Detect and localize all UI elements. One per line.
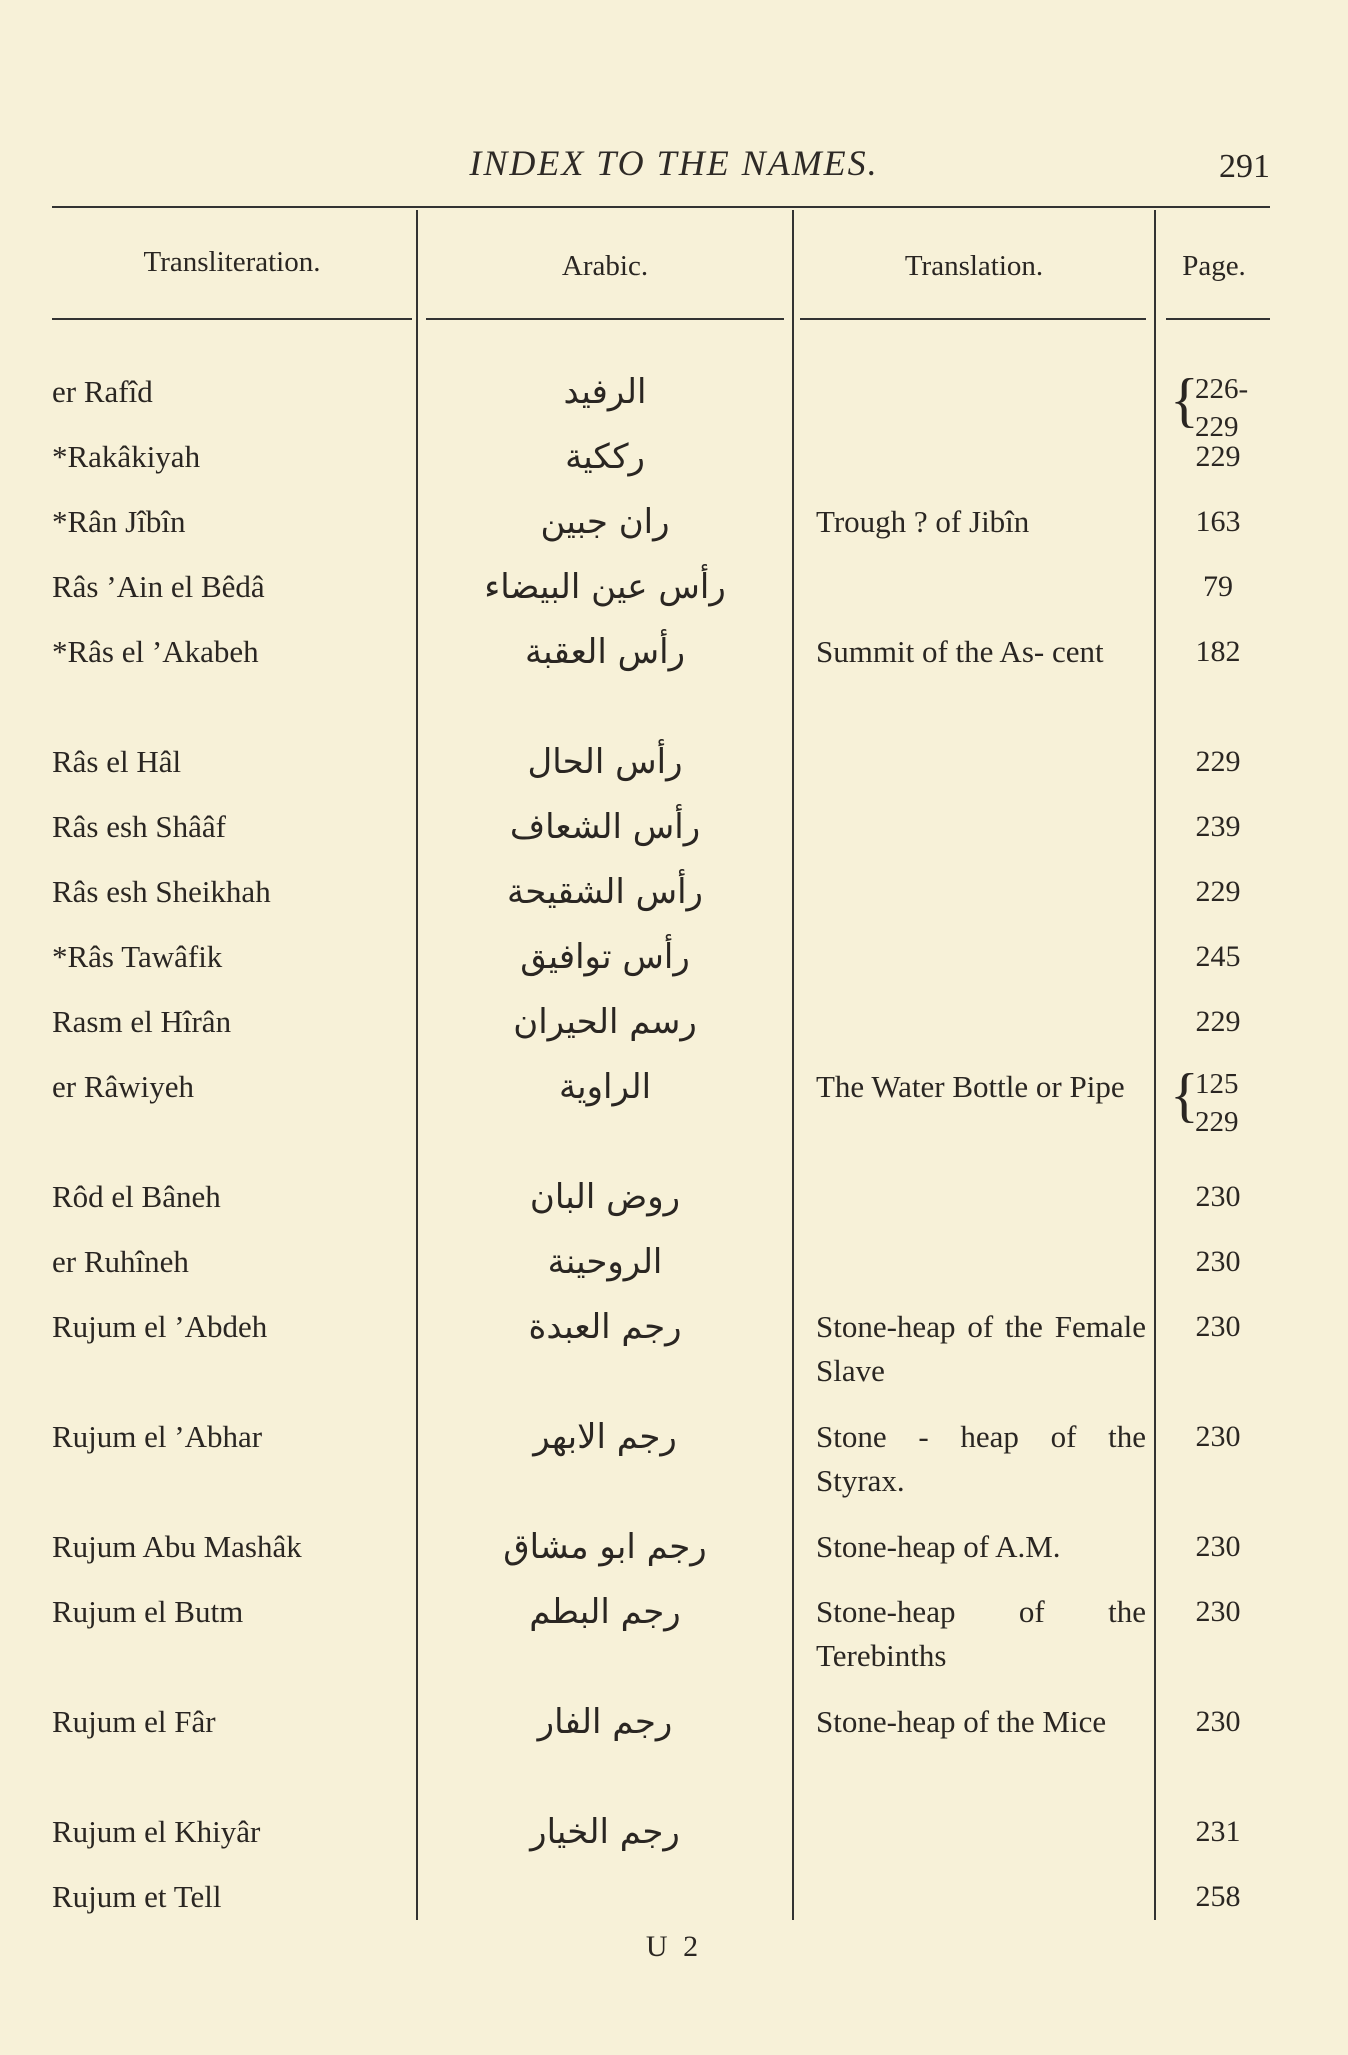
column-header-arabic: Arabic. xyxy=(561,250,649,282)
header-rule xyxy=(52,318,412,320)
arabic-cell: رأس العقبة xyxy=(524,632,686,672)
translation-cell: Stone-heap of the Mice xyxy=(816,1704,1107,1739)
arabic-cell: رجم ابو مشاق xyxy=(503,1527,707,1567)
column-divider xyxy=(416,210,418,1920)
page-range-value: 229 xyxy=(1195,411,1239,443)
arabic-cell: رأس توافيق xyxy=(520,937,690,977)
column-header-transliteration: Transliteration. xyxy=(143,246,321,278)
transliteration-cell: Râs esh Sheikhah xyxy=(52,874,271,909)
page-cell: 230 xyxy=(1195,1420,1241,1453)
page-cell: 230 xyxy=(1195,1705,1241,1738)
page-header-title: INDEX TO THE NAMES. xyxy=(469,143,879,183)
column-header-page: Page. xyxy=(1182,250,1246,282)
page-cell: 245 xyxy=(1195,940,1241,973)
transliteration-cell: Rujum el ’Abdeh xyxy=(52,1309,268,1344)
transliteration-cell: *Râs el ’Akabeh xyxy=(52,634,259,669)
page-range-value: 229 xyxy=(1195,1106,1239,1138)
arabic-cell: رجم الفار xyxy=(537,1702,673,1742)
column-divider xyxy=(1154,210,1156,1920)
transliteration-cell: *Rakâkiyah xyxy=(52,439,201,474)
transliteration-cell: Rujum el Khiyâr xyxy=(52,1814,261,1849)
arabic-cell: رجم الخيار xyxy=(530,1812,680,1852)
column-divider xyxy=(792,210,794,1920)
arabic-cell: الراوية xyxy=(558,1067,652,1107)
translation-cell: Stone-heap of the Female Slave xyxy=(816,1309,1146,1388)
page-cell: 230 xyxy=(1195,1595,1241,1628)
transliteration-cell: Rôd el Bâneh xyxy=(52,1179,221,1214)
transliteration-cell: er Râwiyeh xyxy=(52,1069,195,1104)
transliteration-cell: Râs el Hâl xyxy=(52,744,182,779)
arabic-cell: روض البان xyxy=(529,1177,681,1217)
translation-cell: The Water Bottle or Pipe xyxy=(816,1069,1125,1104)
page-cell: 230 xyxy=(1195,1530,1241,1563)
transliteration-cell: Rujum et Tell xyxy=(52,1879,222,1914)
page-cell: 229 xyxy=(1195,1005,1241,1038)
arabic-cell: رجم البطم xyxy=(529,1592,681,1632)
transliteration-cell: Râs esh Shââf xyxy=(52,809,226,844)
header-rule xyxy=(800,318,1146,320)
top-rule xyxy=(52,206,1270,208)
transliteration-cell: Rujum el ’Abhar xyxy=(52,1419,263,1454)
transliteration-cell: Râs ’Ain el Bêdâ xyxy=(52,569,265,604)
page-range-value: 125 xyxy=(1195,1068,1239,1100)
column-header-translation: Translation. xyxy=(904,250,1044,282)
page-cell: 231 xyxy=(1195,1815,1241,1848)
transliteration-cell: er Ruhîneh xyxy=(52,1244,189,1279)
page-cell: 182 xyxy=(1195,635,1241,668)
arabic-cell: رجم الابهر xyxy=(533,1417,677,1457)
transliteration-cell: Rasm el Hîrân xyxy=(52,1004,232,1039)
transliteration-cell: Rujum el Fâr xyxy=(52,1704,216,1739)
arabic-cell: رأس الشعاف xyxy=(509,807,701,847)
arabic-cell: الروحينة xyxy=(547,1242,663,1282)
arabic-cell: رأس الحال xyxy=(527,742,683,782)
translation-cell: Summit of the As- cent xyxy=(816,634,1104,669)
brace-mark: { xyxy=(1170,367,1199,433)
transliteration-cell: Rujum Abu Mashâk xyxy=(52,1529,302,1564)
arabic-cell: ران جبين xyxy=(540,502,670,542)
transliteration-cell: *Râs Tawâfik xyxy=(52,939,223,974)
page-cell: 229 xyxy=(1195,875,1241,908)
page-cell: 230 xyxy=(1195,1245,1241,1278)
page-cell: 230 xyxy=(1195,1180,1241,1213)
page-range-value: 226- xyxy=(1195,373,1249,405)
page-number: 291 xyxy=(1219,148,1270,185)
page-cell: 229 xyxy=(1195,440,1241,473)
arabic-cell: رجم العبدة xyxy=(528,1307,682,1347)
brace-mark: { xyxy=(1170,1062,1199,1128)
page-cell: 258 xyxy=(1195,1880,1241,1913)
header-rule xyxy=(1166,318,1270,320)
transliteration-cell: Rujum el Butm xyxy=(52,1594,244,1629)
translation-cell: Trough ? of Jibîn xyxy=(816,504,1030,539)
page-cell: 230 xyxy=(1195,1310,1241,1343)
page-cell: 239 xyxy=(1195,810,1241,843)
arabic-cell: الرفيد xyxy=(563,372,647,412)
translation-cell: Stone - heap of the Styrax. xyxy=(816,1419,1146,1498)
arabic-cell: رككية xyxy=(565,437,645,477)
arabic-cell: رأس الشقيحة xyxy=(507,872,703,912)
arabic-cell: رسم الحيران xyxy=(513,1002,697,1042)
transliteration-cell: er Rafîd xyxy=(52,374,153,409)
translation-cell: Stone-heap of the Terebinths xyxy=(816,1594,1146,1673)
arabic-cell: رأس عين البيضاء xyxy=(484,567,726,607)
page-cell: 79 xyxy=(1203,570,1233,603)
page-cell: 229 xyxy=(1195,745,1241,778)
translation-cell: Stone-heap of A.M. xyxy=(816,1529,1061,1564)
page-cell: 163 xyxy=(1195,505,1241,538)
signature-mark: U 2 xyxy=(645,1930,703,1963)
transliteration-cell: *Rân Jîbîn xyxy=(52,504,186,539)
header-rule xyxy=(426,318,784,320)
page-range xyxy=(1195,1065,1239,1141)
